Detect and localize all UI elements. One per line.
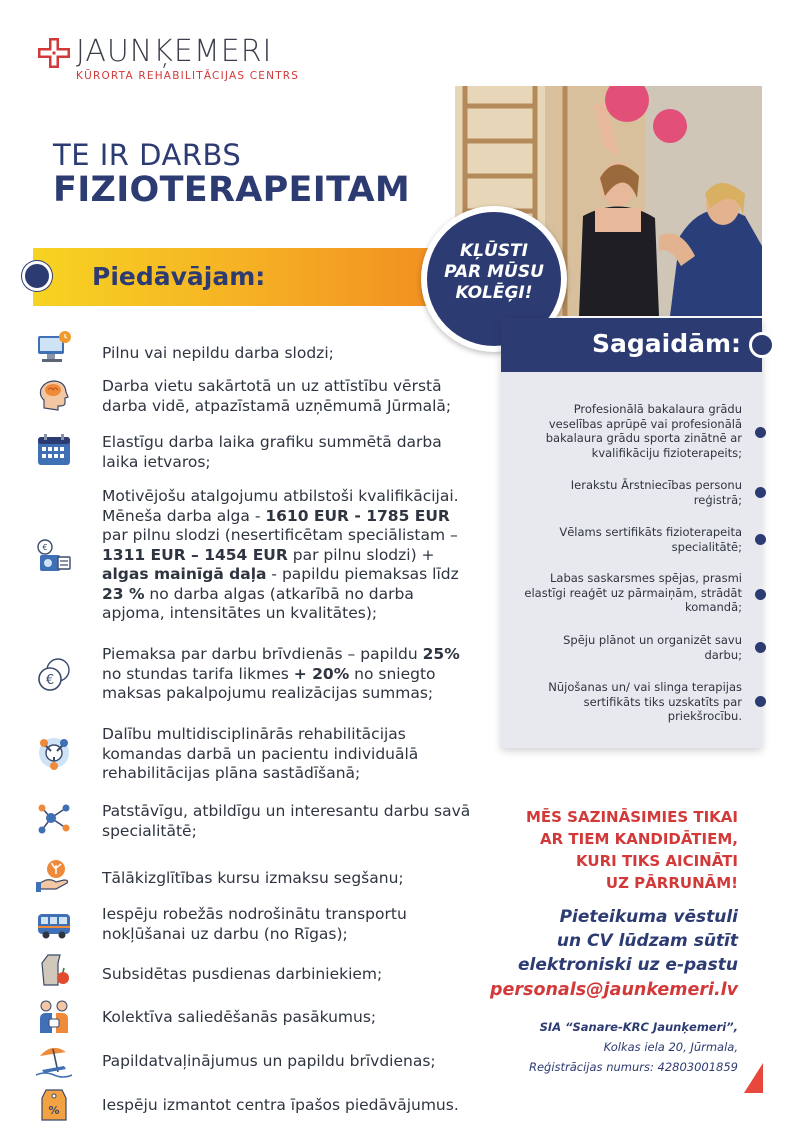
headline-line2: FIZIOTERAPEITAM	[53, 170, 411, 210]
requirement-item: Vēlams sertifikāts fizioterapeita specialitātē;	[559, 525, 742, 554]
money-card-icon	[36, 537, 72, 573]
company-registration: Reģistrācijas numurs: 42803001859	[528, 1060, 738, 1074]
offer-item-workload: Pilnu vai nepildu darba slodzi;	[102, 344, 334, 362]
offer-item-independent-work: Patstāvīgu, atbildīgu un interesantu darbu savā specialitātē;	[102, 802, 471, 840]
company-info	[500, 1017, 738, 1077]
requirement-bullet	[755, 589, 766, 600]
services-percent: + 20%	[293, 664, 350, 683]
svg-text:%: %	[48, 1104, 60, 1117]
company-name: SIA “Sanare-KRC Jaunķemeri”,	[539, 1020, 738, 1034]
offer-item-teambuilding: Kolektīva saliedēšanās pasākumus;	[102, 1008, 377, 1026]
company-address: Kolkas iela 20, Jūrmala,	[603, 1040, 738, 1054]
bus-icon	[36, 906, 72, 942]
requirement-bullet	[755, 487, 766, 498]
requirement-item: Spēju plānot un organizēt savu darbu;	[563, 633, 742, 662]
salary-text: Motivējošu atalgojumu atbilstoši kvalifikācijai. Mēneša darba alga -	[102, 487, 459, 525]
euro-coins-icon	[36, 657, 72, 693]
badge-line3: KOLĒĢI!	[455, 283, 533, 303]
beach-icon	[36, 1042, 72, 1078]
notice-line: MĒS SAZINĀSIMIES TIKAI	[525, 808, 738, 826]
apply-instructions	[498, 905, 738, 977]
requirement-bullet	[755, 642, 766, 653]
discount-tag-icon	[36, 1086, 72, 1122]
offer-item-lunch: Subsidētas pusdienas darbiniekiem;	[102, 965, 383, 983]
salary-text: par pilnu slodzi (nesertificētam speciālistam –	[102, 526, 458, 544]
logo-subtitle: KŪRORTA REHABILITĀCIJAS CENTRS	[76, 70, 300, 82]
salary-text: - papildu piemaksas līdz	[266, 565, 459, 583]
offer-item-schedule: Elastīgu darba laika grafiku summētā darba laika ietvaros;	[102, 433, 442, 471]
head-brain-icon	[36, 378, 72, 414]
offer-item-transport: Iespēju robežās nodrošinātu transportu nokļūšanai uz darbu (no Rīgas);	[102, 905, 407, 943]
requirement-item: Ierakstu Ārstniecības personu reģistrā;	[570, 478, 742, 507]
notice-line: UZ PĀRRUNĀM!	[605, 874, 738, 892]
salary-bonus-percent: 23 %	[102, 584, 145, 603]
computer-icon	[36, 330, 72, 366]
hand-growth-icon	[36, 858, 72, 894]
requirement-item: Labas saskarsmes spējas, prasmi elastīgi reaģēt uz pārmaiņām, strādāt komandā;	[524, 571, 742, 614]
banner-bullet-dot	[22, 261, 52, 291]
corner-triangle	[744, 1063, 763, 1093]
badge-line2: PAR MŪSU	[444, 262, 544, 282]
salary-text: par pilnu slodzi) +	[287, 545, 435, 564]
badge-line1: KĻŪSTI	[460, 241, 528, 261]
team-puzzle-icon	[36, 999, 72, 1035]
svg-text:€: €	[42, 543, 48, 552]
apply-line: un CV lūdzam sūtīt	[556, 931, 738, 951]
offer-item-salary	[102, 487, 477, 624]
offer-banner-title: Piedāvājam:	[92, 262, 266, 291]
network-icon	[36, 800, 72, 836]
offer-item-team: Dalību multidisciplinārās rehabilitācijas komandas darbā un pacientu individuālā rehabilitācijas plāna sastādīšanā;	[102, 725, 419, 782]
logo-mark-icon	[38, 38, 70, 68]
holiday-percent: 25%	[422, 645, 460, 663]
contact-email-link[interactable]: personals@jaunkemeri.lv	[490, 980, 739, 1000]
apply-line: Pieteikuma vēstuli	[559, 907, 738, 927]
holiday-text: no sniegto maksas pakalpojumu realizācijas summas;	[102, 664, 436, 702]
lunch-bag-icon	[36, 951, 72, 987]
interview-notice	[508, 806, 738, 894]
salary-range-noncert: 1311 EUR – 1454 EUR	[102, 545, 288, 564]
logo-name: JAUNĶEMERI	[76, 34, 273, 69]
svg-text:€: €	[45, 673, 55, 688]
requirement-bullet	[755, 534, 766, 545]
team-hands-icon	[36, 735, 72, 771]
notice-line: AR TIEM KANDIDĀTIEM,	[540, 830, 738, 848]
calendar-icon	[36, 432, 72, 468]
offer-item-workplace: Darba vietu sakārtotā un uz attīstību vērstā darba vidē, atpazīstamā uzņēmumā Jūrmalā;	[102, 377, 452, 415]
offer-item-holiday-pay	[102, 645, 477, 704]
holiday-text: Piemaksa par darbu brīvdienās – papildu	[102, 645, 423, 663]
salary-variable: algas mainīgā daļa	[102, 565, 267, 583]
apply-line: elektroniski uz e-pastu	[518, 955, 738, 975]
requirement-bullet	[755, 427, 766, 438]
requirements-header-dot	[749, 332, 775, 358]
requirements-title: Sagaidām:	[592, 329, 742, 358]
offer-item-special-offers: Iespēju izmantot centra īpašos piedāvājumus.	[102, 1096, 459, 1114]
requirement-item: Nūjošanas un/ vai slinga terapijas sertifikāts tiks uzskatīts par priekšrocību.	[548, 680, 742, 723]
salary-range: 1610 EUR - 1785 EUR	[265, 506, 450, 525]
offer-item-vacation: Papildatvaļinājumus un papildu brīvdienas;	[102, 1052, 436, 1070]
headline-line1: TE IR DARBS	[53, 138, 242, 172]
salary-text: no darba algas (atkarībā no darba apjoma, intensitātes un kvalitātes);	[102, 584, 414, 622]
notice-line: KURI TIKS AICINĀTI	[576, 852, 738, 870]
requirement-bullet	[755, 696, 766, 707]
offer-item-training: Tālākizglītības kursu izmaksu segšanu;	[102, 869, 404, 887]
requirement-item: Profesionālā bakalaura grādu veselības aprūpē vai profesionālā bakalaura grādu sporta zinātnē ar kvalifikāciju fizioterapeits;	[545, 402, 742, 460]
holiday-text: no stundas tarifa likmes	[102, 664, 294, 683]
